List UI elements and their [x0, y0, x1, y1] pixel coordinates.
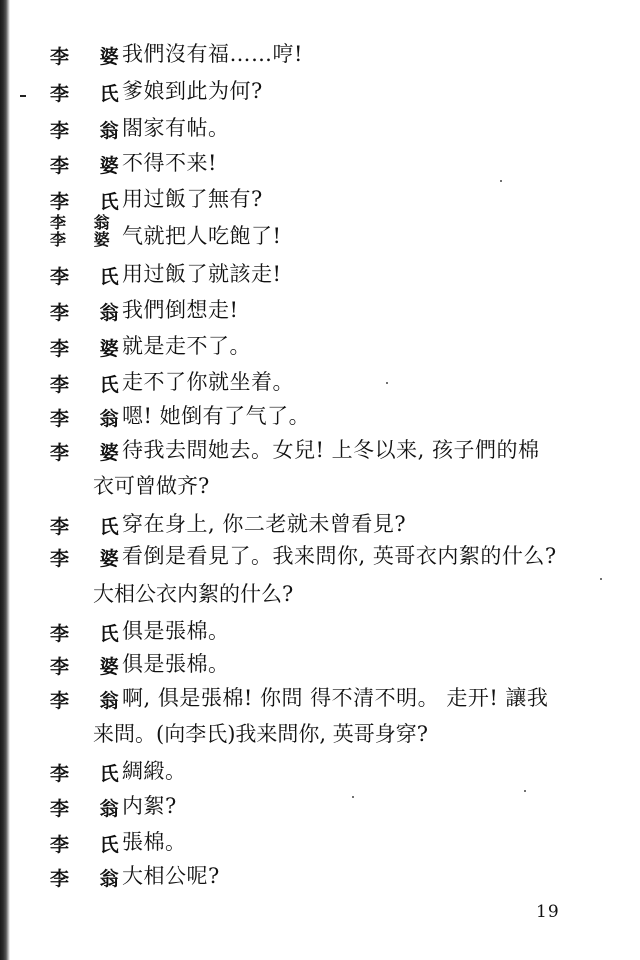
speaker-label: 李 氏	[50, 516, 131, 538]
continuation-line	[0, 578, 640, 608]
dialogue-line	[0, 860, 640, 890]
speaker-label: 李 氏	[50, 763, 131, 785]
speech-text: 張棉。	[122, 830, 187, 854]
dialogue-line	[0, 330, 640, 360]
speech-text: 气就把人吃飽了!	[122, 224, 282, 248]
speaker-label: 李 婆	[50, 155, 131, 177]
continuation-line	[0, 718, 640, 748]
speaker-label: 李 翁	[50, 302, 131, 324]
speaker-label: 李 氏	[50, 374, 131, 396]
speech-text: 俱是張棉。	[122, 652, 230, 676]
speech-text: 大相公呢?	[122, 864, 220, 888]
speech-text: 閤家有帖。	[122, 116, 230, 140]
speech-text: 俱是張棉。	[122, 619, 230, 643]
speaker-label: 李 翁	[50, 690, 131, 712]
dialogue-line	[0, 434, 640, 464]
dialogue-line	[0, 400, 640, 430]
speech-text: 大相公衣内絮的什么?	[93, 582, 294, 606]
speech-text: 用过飯了無有?	[122, 187, 263, 211]
speech-text: 用过飯了就該走!	[122, 262, 282, 286]
speaker-label: 李 氏	[50, 834, 131, 856]
speech-text: 来問。(向李氏)我来問你, 英哥身穿?	[93, 722, 428, 746]
dialogue-line	[0, 508, 640, 538]
dialogue-line	[0, 258, 640, 288]
speaker-label: 李 婆	[50, 442, 131, 464]
continuation-line	[0, 470, 640, 500]
dialogue-line	[0, 366, 640, 396]
speaker-label: 李 翁	[50, 408, 131, 430]
speech-text: 待我去問她去。女兒! 上冬以来, 孩子們的棉	[122, 438, 540, 462]
speaker-label: 李 翁	[50, 120, 131, 142]
speech-text: 綢緞。	[122, 759, 187, 783]
speaker-label: 李 婆	[50, 46, 131, 68]
speaker-label: 李 氏	[50, 191, 131, 213]
dialogue-line	[0, 183, 640, 213]
speech-text: 我們倒想走!	[122, 298, 239, 322]
speech-text: 就是走不了。	[122, 334, 251, 358]
speaker-label: 李 氏	[50, 266, 131, 288]
dialogue-line	[0, 75, 640, 105]
speech-text: 看倒是看見了。我来問你, 英哥衣内絮的什么?	[122, 544, 557, 568]
speech-text: 不得不来!	[122, 151, 217, 175]
speech-text: 穿在身上, 你二老就未曾看見?	[122, 512, 407, 536]
speaker-label: 李 氏	[50, 83, 131, 105]
dialogue-line	[0, 213, 640, 250]
dialogue-line	[0, 648, 640, 678]
speech-text: 嗯! 她倒有了气了。	[122, 404, 311, 428]
dialogue-line	[0, 755, 640, 785]
speech-text: 衣可曾做齐?	[93, 474, 210, 498]
speaker-label: 李 翁	[50, 798, 131, 820]
speaker-label: 李 婆	[50, 338, 131, 360]
speech-text: 我們沒有福……哼!	[122, 42, 303, 66]
speaker-label: 李 翁 李 婆	[50, 213, 121, 249]
print-speck	[500, 180, 502, 182]
dialogue-line	[0, 294, 640, 324]
speech-text: 爹娘到此为何?	[122, 79, 263, 103]
dialogue-line	[0, 540, 640, 570]
dialogue-line	[0, 826, 640, 856]
print-speck	[524, 790, 526, 792]
dialogue-line	[0, 112, 640, 142]
page-number: 19	[536, 902, 560, 922]
dialogue-line	[0, 615, 640, 645]
speech-text: 啊, 俱是張棉! 你問 得不清不明。 走开! 讓我	[122, 686, 549, 710]
dialogue-line	[0, 682, 640, 712]
speaker-label: 李 氏	[50, 623, 131, 645]
speaker-label: 李 翁	[50, 868, 131, 890]
dialogue-line	[0, 790, 640, 820]
dialogue-line	[0, 147, 640, 177]
dialogue-line	[0, 38, 640, 68]
speaker-label: 李 婆	[50, 656, 131, 678]
print-speck	[600, 578, 602, 580]
print-speck	[352, 796, 354, 798]
speech-text: 走不了你就坐着。	[122, 370, 294, 394]
speaker-label: 李 婆	[50, 548, 131, 570]
speech-text: 内絮?	[122, 794, 177, 818]
print-speck	[386, 382, 388, 384]
